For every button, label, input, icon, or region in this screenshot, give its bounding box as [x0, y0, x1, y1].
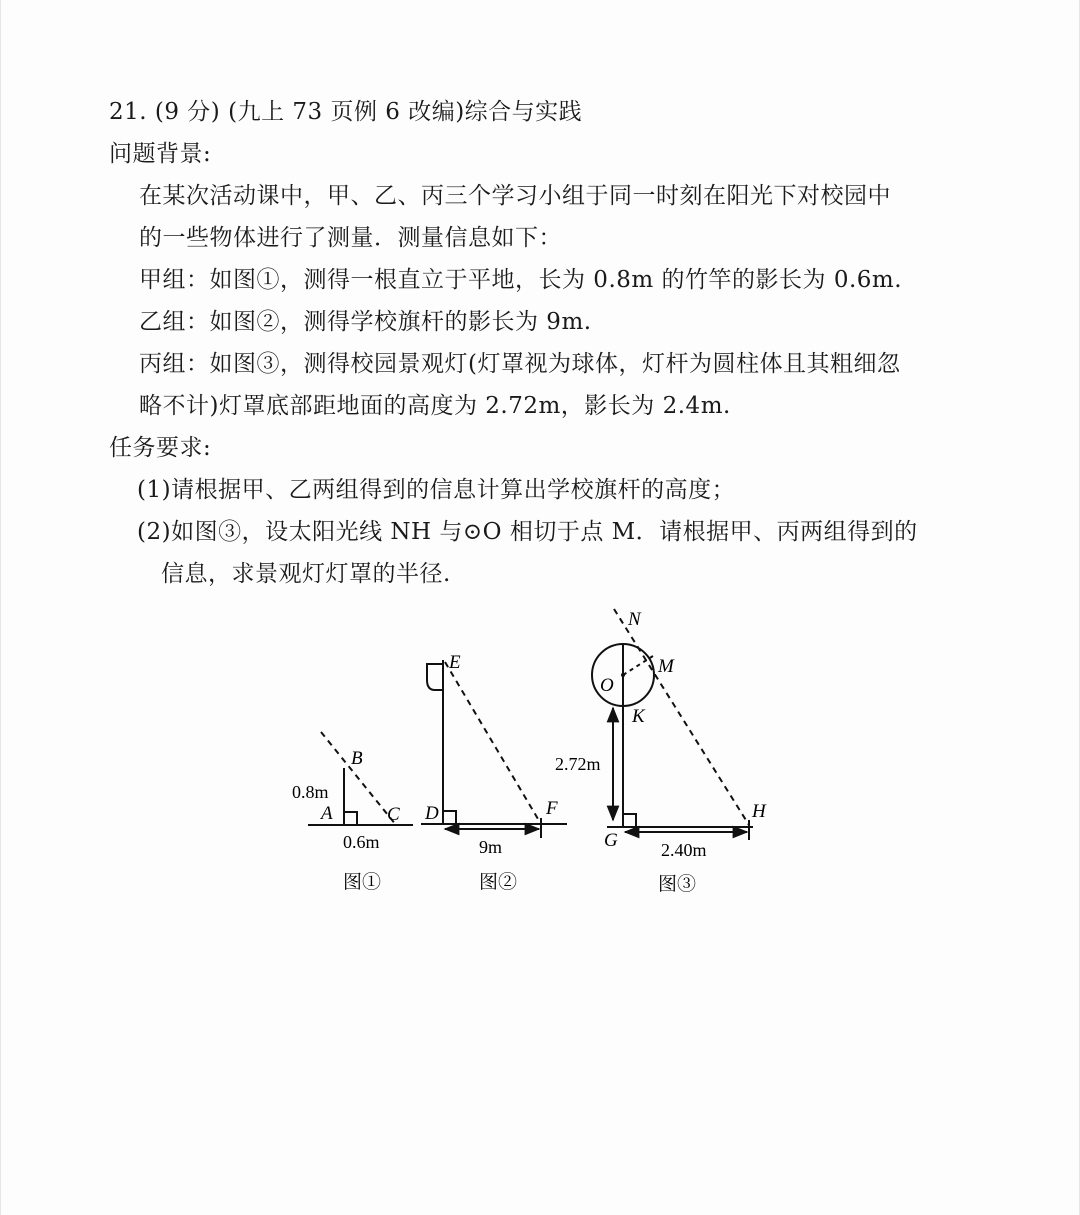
intro-line-1: 在某次活动课中，甲、乙、丙三个学习小组于同一时刻在阳光下对校园中: [139, 183, 891, 209]
point-O: O: [600, 675, 614, 696]
figure-3: [592, 609, 753, 840]
point-M: M: [658, 656, 674, 677]
group-c-text-1: 丙组：如图③，测得校园景观灯(灯罩视为球体，灯杆为圆柱体且其粗细忽: [139, 351, 901, 377]
group-a-text: 甲组：如图①，测得一根直立于平地，长为 0.8m 的竹竿的影长为 0.6m.: [139, 267, 903, 293]
task-2-line-2: 信息，求景观灯灯罩的半径.: [161, 561, 451, 587]
group-c-text-2: 略不计)灯罩底部距地面的高度为 2.72m，影长为 2.4m.: [139, 393, 731, 419]
fig1-shadow-label: 0.6m: [343, 832, 380, 852]
problem-header: 21. (9 分) (九上 73 页例 6 改编)综合与实践: [109, 99, 583, 125]
point-A: A: [321, 803, 333, 824]
point-D: D: [425, 803, 439, 824]
task-title: 任务要求:: [109, 435, 212, 461]
point-F: F: [546, 798, 558, 819]
fig3-right-angle: [623, 814, 636, 827]
fig2-right-angle: [443, 811, 456, 824]
fig1-caption: 图①: [343, 872, 382, 893]
point-K: K: [632, 706, 645, 727]
fig3-center-dot: [621, 673, 625, 677]
group-b-text: 乙组：如图②，测得学校旗杆的影长为 9m.: [139, 309, 592, 335]
task-2-line-1: (2)如图③，设太阳光线 NH 与⊙O 相切于点 M．请根据甲、丙两组得到的: [137, 519, 918, 545]
point-B: B: [351, 748, 363, 769]
point-C: C: [387, 804, 400, 825]
geometry-figures: [1, 0, 1080, 1215]
fig2-sunray: [445, 662, 541, 824]
point-E: E: [449, 652, 461, 673]
task-1: (1)请根据甲、乙两组得到的信息计算出学校旗杆的高度；: [137, 477, 736, 503]
fig1-right-angle: [344, 812, 357, 825]
fig3-caption: 图③: [658, 874, 697, 895]
fig3-height-label: 2.72m: [555, 754, 601, 774]
fig2-flag: [427, 664, 443, 690]
fig2-shadow-label: 9m: [479, 837, 503, 857]
point-G: G: [604, 830, 618, 851]
fig1-height-label: 0.8m: [292, 782, 329, 802]
fig2-caption: 图②: [479, 872, 518, 893]
intro-line-2: 的一些物体进行了测量．测量信息如下：: [139, 225, 562, 251]
background-title: 问题背景:: [109, 141, 212, 167]
point-N: N: [628, 609, 641, 630]
point-H: H: [752, 801, 766, 822]
fig3-shadow-label: 2.40m: [661, 840, 707, 860]
